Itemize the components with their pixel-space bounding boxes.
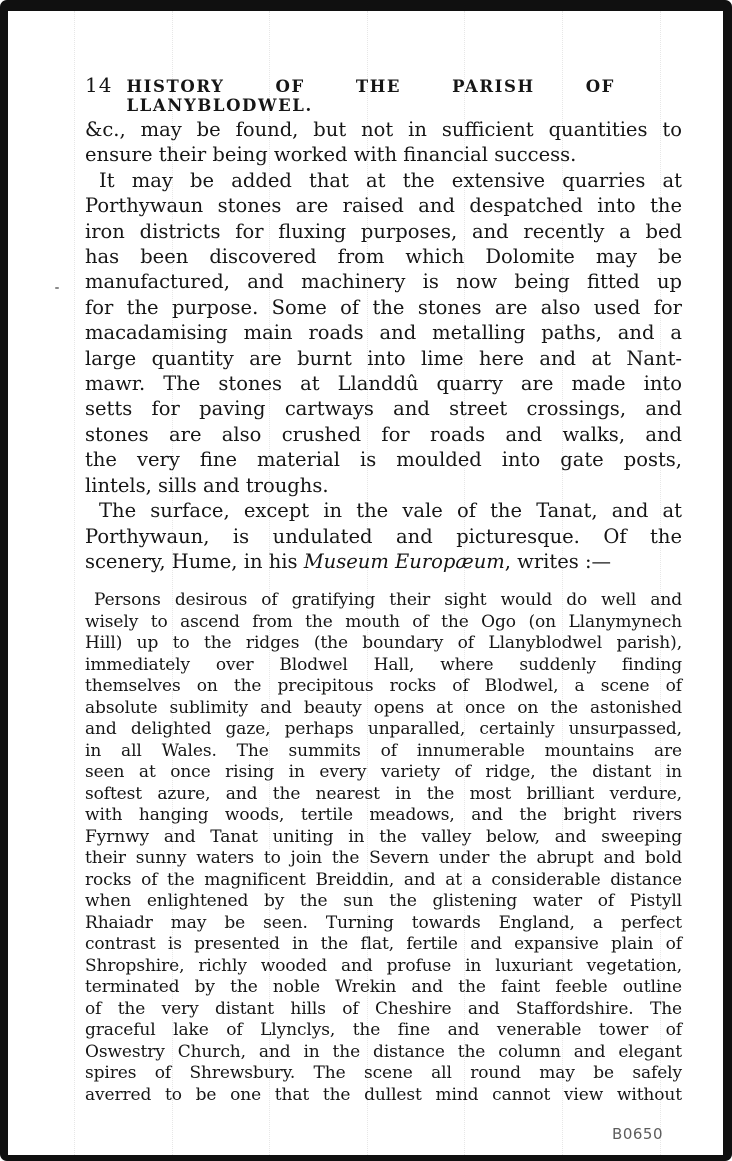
- page-number: 14: [85, 73, 113, 97]
- text-line: Porthywaun stones are raised and despatched into the: [85, 194, 682, 218]
- text-line: rocks of the magnificent Breiddin, and at a considerable distance: [85, 869, 682, 890]
- text-line: graceful lake of Llynclys, the fine and venerable tower of: [85, 1020, 682, 1040]
- text-line: ensure their being worked with financial success.: [85, 143, 577, 167]
- text-line: Oswestry Church, and in the distance the column and elegant: [85, 1041, 682, 1062]
- text-line: [85, 549, 682, 574]
- text-line: terminated by the noble Wrekin and the faint feeble outline: [85, 977, 682, 997]
- text-line: spires of Shrewsbury. The scene all round may be safely: [85, 1063, 682, 1083]
- text-line: in all Wales. The summits of innumerable mountains are: [85, 740, 682, 761]
- scan-fold-line: [74, 11, 75, 1155]
- text-line: stones are also crushed for roads and walks, and: [85, 422, 682, 446]
- text-line: setts for paving cartways and street crossings, and: [85, 397, 682, 421]
- running-title: HISTORY OF THE PARISH OF LLANYBLODWEL.: [126, 77, 615, 115]
- text-line: seen at once rising in every variety of ridge, the distant in: [85, 762, 682, 782]
- text-line: themselves on the precipitous rocks of Blodwel, a scene of: [85, 676, 682, 696]
- text-line: has been discovered from which Dolomite may be: [85, 245, 682, 269]
- text-line: Hill) up to the ridges (the boundary of Llanyblodwel parish),: [85, 633, 682, 653]
- text-line: Shropshire, richly wooded and profuse in luxuriant vegetation,: [85, 955, 682, 976]
- text-line: when enlightened by the sun the glistening water of Pistyll: [85, 891, 682, 911]
- text-line: The surface, except in the vale of the Tanat, and at: [99, 499, 682, 523]
- text-line: mawr. The stones at Llanddû quarry are made into: [85, 372, 682, 396]
- text-line: for the purpose. Some of the stones are also used for: [85, 295, 682, 319]
- text-line: iron districts for fluxing purposes, and recently a bed: [85, 219, 682, 243]
- text-line: large quantity are burnt into lime here and at Nant-: [85, 346, 682, 370]
- text-line: with hanging woods, tertile meadows, and the bright rivers: [85, 805, 682, 825]
- page-header: [85, 73, 615, 115]
- text-line: softest azure, and the nearest in the most brilliant verdure,: [85, 783, 682, 804]
- text-line: their sunny waters to join the Severn under the abrupt and bold: [85, 848, 682, 868]
- text-line: immediately over Blodwel Hall, where suddenly finding: [85, 654, 682, 675]
- text-line: lintels, sills and troughs.: [85, 473, 329, 497]
- text-line: averred to be one that the dullest mind cannot view without: [85, 1084, 682, 1105]
- book-page: [8, 11, 723, 1155]
- text-line: manufactured, and machinery is now being fitted up: [85, 270, 682, 294]
- text-line: Porthywaun, is undulated and picturesque. Of the: [85, 524, 682, 548]
- text-line: absolute sublimity and beauty opens at once on the astonished: [85, 697, 682, 718]
- text-line: Fyrnwy and Tanat uniting in the valley below, and sweeping: [85, 826, 682, 847]
- book-title-italic: Museum Europæum: [303, 549, 505, 573]
- text-line: macadamising main roads and metalling paths, and a: [85, 321, 682, 345]
- main-text-block: [85, 117, 682, 574]
- scan-code: B0650: [612, 1125, 663, 1143]
- text-line: Rhaiadr may be seen. Turning towards England, a perfect: [85, 912, 682, 933]
- text-line: wisely to ascend from the mouth of the Ogo (on Llanymynech: [85, 611, 682, 632]
- scan-speck: [55, 287, 59, 289]
- text-line: contrast is presented in the flat, fertile and expansive plain of: [85, 934, 682, 954]
- text-segment: scenery, Hume, in his: [85, 549, 304, 573]
- text-segment: , writes :—: [504, 549, 612, 573]
- text-line: the very fine material is moulded into gate posts,: [85, 448, 682, 472]
- text-line: &c., may be found, but not in sufficient quantities to: [85, 118, 682, 141]
- text-line: It may be added that at the extensive quarries at: [99, 168, 682, 192]
- text-line: of the very distant hills of Cheshire and Staffordshire. The: [85, 998, 682, 1019]
- quoted-extract-block: [85, 590, 682, 1106]
- text-line: and delighted gaze, perhaps unparalled, certainly unsurpassed,: [85, 719, 682, 739]
- text-line: Persons desirous of gratifying their sight would do well and: [94, 590, 682, 610]
